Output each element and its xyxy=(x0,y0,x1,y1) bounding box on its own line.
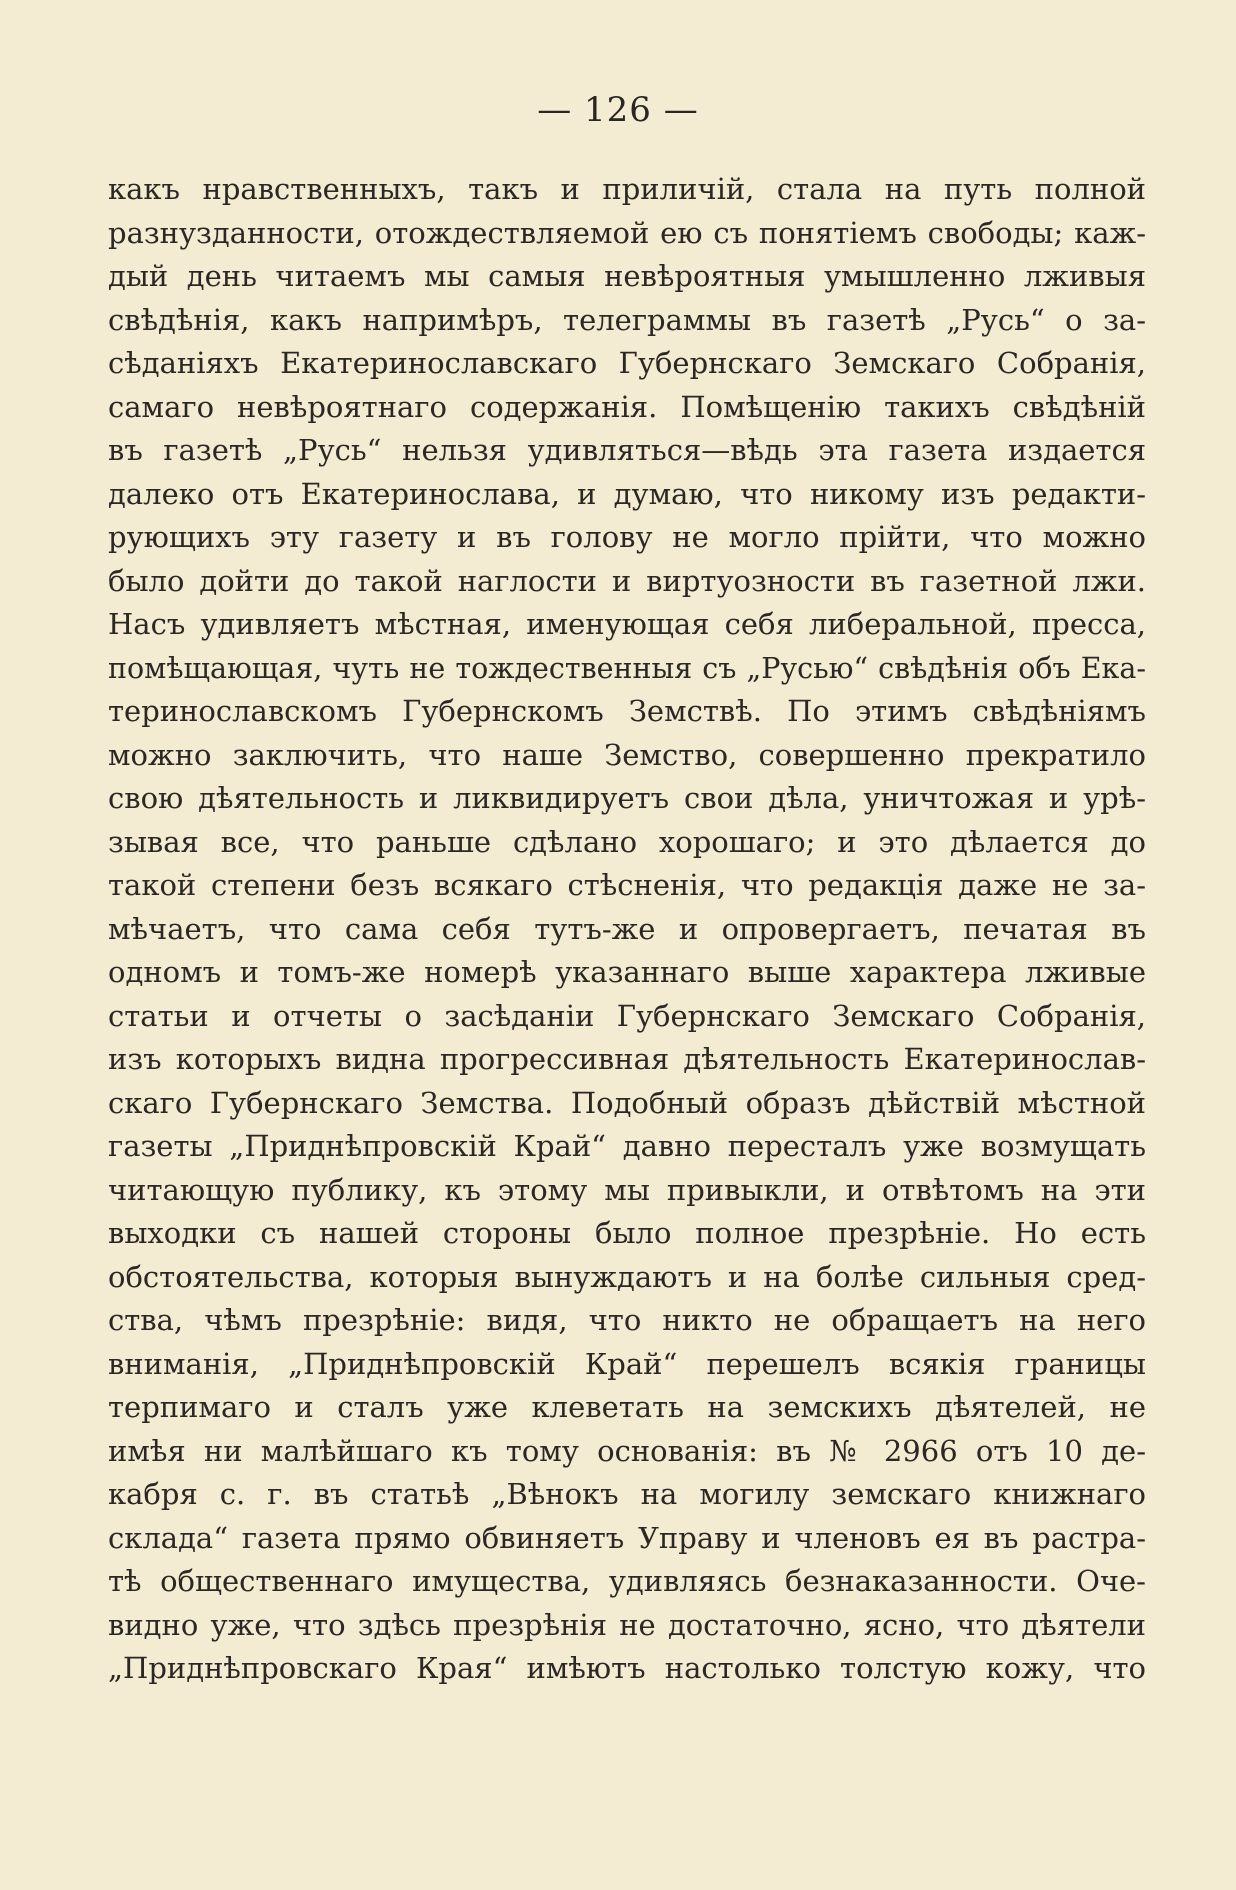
page-number: — 126 — xyxy=(537,90,699,130)
text-line: было дойти до такой наглости и виртуозности въ газетной лжи. xyxy=(108,563,1146,598)
text-line: „Приднѣпровскаго Края“ имѣютъ настолько толстую кожу, что xyxy=(108,1651,1146,1685)
text-line: терпимаго и сталъ уже клеветать на земскихъ дѣятелей, не xyxy=(108,1390,1146,1424)
text-line: тѣ общественнаго имущества, удивляясь безнаказанности. Оче- xyxy=(108,1564,1146,1598)
text-line: такой степени безъ всякаго стѣсненія, что редакція даже не за- xyxy=(108,868,1146,902)
text-line: дый день читаемъ мы самыя невѣроятныя умышленно лживыя xyxy=(108,259,1146,293)
text-line: изъ которыхъ видна прогрессивная дѣятельность Екатеринослав- xyxy=(108,1042,1146,1076)
text-line: какъ нравственныхъ, такъ и приличій, стала на путь полной xyxy=(108,172,1146,206)
text-line: выходки съ нашей стороны было полное презрѣніе. Но есть xyxy=(108,1216,1146,1250)
text-line: свѣдѣнія, какъ напримѣръ, телеграммы въ газетѣ „Русь“ о за- xyxy=(108,302,1146,337)
text-line: газеты „Приднѣпровскій Край“ давно пересталъ уже возмущать xyxy=(108,1129,1146,1163)
text-line: можно заключить, что наше Земство, совершенно прекратило xyxy=(108,737,1146,772)
text-line: одномъ и томъ-же номерѣ указаннаго выше характера лживые xyxy=(108,955,1146,989)
body-text xyxy=(108,168,1146,1691)
text-line: обстоятельства, которыя вынуждаютъ и на болѣе сильныя сред- xyxy=(108,1259,1146,1294)
text-line: самаго невѣроятнаго содержанія. Помѣщенію такихъ свѣдѣній xyxy=(108,389,1146,424)
text-line: разнузданности, отождествляемой ею съ понятіемъ свободы; каж- xyxy=(108,215,1146,250)
text-line: далеко отъ Екатеринослава, и думаю, что никому изъ редакти- xyxy=(108,476,1146,511)
text-line: склада“ газета прямо обвиняетъ Управу и членовъ ея въ растра- xyxy=(108,1520,1146,1555)
text-line: кабря с. г. въ статьѣ „Вѣнокъ на могилу земскаго книжнаго xyxy=(108,1477,1146,1511)
text-line: мѣчаетъ, что сама себя тутъ-же и опровергаетъ, печатая въ xyxy=(108,911,1146,946)
text-line: статьи и отчеты о засѣданіи Губернскаго Земскаго Собранія, xyxy=(108,998,1146,1033)
text-line: вниманія, „Приднѣпровскій Край“ перешелъ всякія границы xyxy=(108,1346,1146,1381)
text-line: сѣданіяхъ Екатеринославскаго Губернскаго Земскаго Собранія, xyxy=(108,346,1146,380)
text-line: видно уже, что здѣсь презрѣнія не достаточно, ясно, что дѣятели xyxy=(108,1607,1146,1642)
text-line: Насъ удивляетъ мѣстная, именующая себя либеральной, пресса, xyxy=(108,607,1146,641)
text-line: имѣя ни малѣйшаго къ тому основанія: въ № 2966 отъ 10 де- xyxy=(108,1433,1146,1468)
text-line: ства, чѣмъ презрѣніе: видя, что никто не обращаетъ на него xyxy=(108,1303,1146,1337)
text-line: рующихъ эту газету и въ голову не могло прійти, что можно xyxy=(108,520,1146,554)
text-line: зывая все, что раньше сдѣлано хорошаго; и это дѣлается до xyxy=(108,824,1146,859)
text-line: въ газетѣ „Русь“ нельзя удивляться—вѣдь эта газета издается xyxy=(108,433,1146,467)
text-line: теринославскомъ Губернскомъ Земствѣ. По этимъ свѣдѣніямъ xyxy=(108,694,1146,728)
text-line: скаго Губернскаго Земства. Подобный образъ дѣйствій мѣстной xyxy=(108,1085,1146,1120)
text-line: читающую публику, къ этому мы привыкли, и отвѣтомъ на эти xyxy=(108,1172,1146,1207)
text-line: свою дѣятельность и ликвидируетъ свои дѣла, уничтожая и урѣ- xyxy=(108,781,1146,815)
text-line: помѣщающая, чуть не тождественныя съ „Русью“ свѣдѣнія объ Ека- xyxy=(108,651,1146,685)
